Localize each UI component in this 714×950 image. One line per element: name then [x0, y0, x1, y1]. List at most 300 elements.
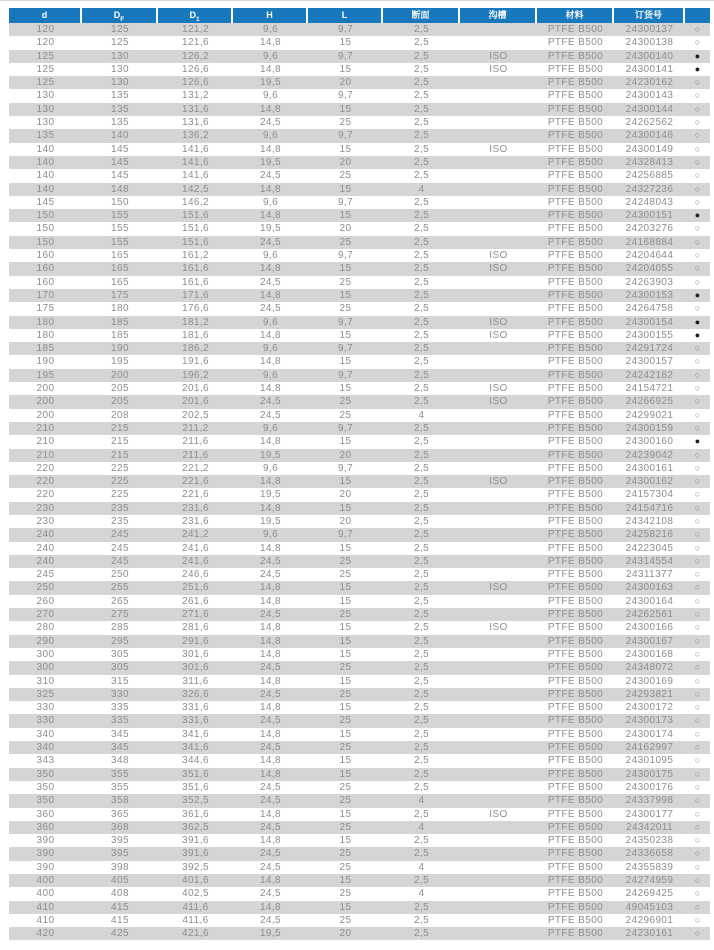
cell-h: 14,8: [233, 874, 308, 887]
open-circle-icon: ○: [694, 396, 701, 407]
cell-goucao: [460, 409, 537, 422]
cell-d: 190: [9, 355, 82, 368]
cell-d: 210: [9, 435, 82, 448]
cell-h: 9,6: [233, 422, 308, 435]
cell-cailiao: PTFE B500: [537, 409, 614, 422]
filled-circle-icon: ●: [694, 436, 701, 447]
cell-h: 14,8: [233, 754, 308, 767]
cell-d1: 231,6: [158, 502, 233, 515]
cell-d1: 151,6: [158, 236, 233, 249]
table-row: [9, 502, 710, 515]
cell-d: 120: [9, 36, 82, 49]
table-row: [9, 382, 710, 395]
table-row: [9, 156, 710, 169]
cell-df: 135: [82, 89, 158, 102]
table-row: [9, 475, 710, 488]
cell-d: 130: [9, 116, 82, 129]
cell-availability: [685, 169, 710, 182]
cell-h: 14,8: [233, 382, 308, 395]
cell-availability: [685, 648, 710, 661]
table-row: [9, 675, 710, 688]
cell-d1: 331,6: [158, 701, 233, 714]
cell-l: 15: [308, 289, 383, 302]
table-row: [9, 794, 710, 807]
cell-duanmian: 2,5: [383, 688, 460, 701]
cell-l: 15: [308, 768, 383, 781]
cell-goucao: [460, 23, 537, 36]
cell-h: 19,5: [233, 488, 308, 501]
cell-h: 14,8: [233, 901, 308, 914]
cell-d1: 362,5: [158, 821, 233, 834]
cell-d1: 141,6: [158, 143, 233, 156]
cell-duanmian: 2,5: [383, 701, 460, 714]
cell-l: 9,7: [308, 23, 383, 36]
cell-l: 15: [308, 581, 383, 594]
open-circle-icon: ○: [694, 183, 701, 194]
cell-duanmian: 2,5: [383, 355, 460, 368]
cell-dinghuohao: 24300174: [614, 728, 685, 741]
cell-d1: 231,6: [158, 515, 233, 528]
cell-df: 250: [82, 568, 158, 581]
filled-circle-icon: ●: [694, 316, 701, 327]
cell-d1: 281,6: [158, 621, 233, 634]
cell-cailiao: PTFE B500: [537, 635, 614, 648]
cell-cailiao: PTFE B500: [537, 475, 614, 488]
cell-l: 9,7: [308, 369, 383, 382]
cell-dinghuohao: 24300164: [614, 595, 685, 608]
table-row: [9, 422, 710, 435]
cell-duanmian: 2,5: [383, 648, 460, 661]
cell-d: 130: [9, 103, 82, 116]
cell-h: 14,8: [233, 355, 308, 368]
cell-goucao: [460, 555, 537, 568]
cell-l: 25: [308, 302, 383, 315]
filled-circle-icon: ●: [694, 50, 701, 61]
table-row: [9, 874, 710, 887]
cell-goucao: [460, 887, 537, 900]
cell-duanmian: 2,5: [383, 834, 460, 847]
cell-duanmian: 2,5: [383, 36, 460, 49]
open-circle-icon: ○: [694, 409, 701, 420]
cell-l: 15: [308, 143, 383, 156]
cell-df: 125: [82, 23, 158, 36]
cell-duanmian: 2,5: [383, 395, 460, 408]
cell-h: 14,8: [233, 63, 308, 76]
cell-cailiao: PTFE B500: [537, 515, 614, 528]
cell-h: 14,8: [233, 329, 308, 342]
cell-availability: [685, 103, 710, 116]
cell-l: 25: [308, 568, 383, 581]
column-header-duanmian: 断面: [383, 8, 460, 23]
cell-d: 250: [9, 581, 82, 594]
cell-availability: [685, 422, 710, 435]
cell-dinghuohao: 24263903: [614, 276, 685, 289]
cell-duanmian: 4: [383, 409, 460, 422]
cell-duanmian: 4: [383, 794, 460, 807]
cell-d1: 141,6: [158, 156, 233, 169]
cell-d: 170: [9, 289, 82, 302]
cell-goucao: [460, 754, 537, 767]
cell-goucao: [460, 794, 537, 807]
cell-availability: [685, 289, 710, 302]
cell-df: 395: [82, 834, 158, 847]
cell-duanmian: 2,5: [383, 542, 460, 555]
cell-dinghuohao: 24230161: [614, 927, 685, 940]
cell-availability: [685, 382, 710, 395]
cell-d1: 146,2: [158, 196, 233, 209]
cell-d: 160: [9, 249, 82, 262]
cell-l: 15: [308, 595, 383, 608]
table-row: [9, 621, 710, 634]
column-header-availability: [685, 8, 710, 23]
cell-duanmian: 2,5: [383, 50, 460, 63]
cell-df: 355: [82, 768, 158, 781]
cell-cailiao: PTFE B500: [537, 714, 614, 727]
cell-duanmian: 4: [383, 821, 460, 834]
cell-d1: 391,6: [158, 847, 233, 860]
cell-dinghuohao: 24300157: [614, 355, 685, 368]
cell-availability: [685, 342, 710, 355]
cell-cailiao: PTFE B500: [537, 914, 614, 927]
cell-dinghuohao: 24311377: [614, 568, 685, 581]
cell-d1: 201,6: [158, 382, 233, 395]
cell-d1: 351,6: [158, 781, 233, 794]
cell-df: 348: [82, 754, 158, 767]
cell-goucao: [460, 648, 537, 661]
cell-cailiao: PTFE B500: [537, 821, 614, 834]
cell-availability: [685, 821, 710, 834]
cell-df: 398: [82, 861, 158, 874]
cell-d1: 391,6: [158, 834, 233, 847]
cell-d: 150: [9, 209, 82, 222]
cell-goucao: [460, 675, 537, 688]
cell-df: 415: [82, 914, 158, 927]
cell-d1: 202,5: [158, 409, 233, 422]
cell-goucao: ISO: [460, 262, 537, 275]
cell-cailiao: PTFE B500: [537, 542, 614, 555]
cell-d: 150: [9, 236, 82, 249]
cell-d: 220: [9, 462, 82, 475]
cell-goucao: [460, 289, 537, 302]
cell-availability: [685, 36, 710, 49]
cell-goucao: ISO: [460, 63, 537, 76]
cell-h: 14,8: [233, 502, 308, 515]
cell-d1: 351,6: [158, 768, 233, 781]
cell-cailiao: PTFE B500: [537, 861, 614, 874]
open-circle-icon: ○: [694, 542, 701, 553]
cell-d1: 151,6: [158, 222, 233, 235]
cell-d1: 421,6: [158, 927, 233, 940]
cell-duanmian: 4: [383, 887, 460, 900]
open-circle-icon: ○: [694, 476, 701, 487]
cell-d: 410: [9, 901, 82, 914]
cell-d: 200: [9, 382, 82, 395]
cell-cailiao: PTFE B500: [537, 276, 614, 289]
cell-dinghuohao: 24300167: [614, 635, 685, 648]
cell-availability: [685, 462, 710, 475]
cell-cailiao: PTFE B500: [537, 608, 614, 621]
product-spec-table: [9, 8, 710, 940]
table-row: [9, 355, 710, 368]
table-row: [9, 741, 710, 754]
table-row: [9, 462, 710, 475]
cell-cailiao: PTFE B500: [537, 462, 614, 475]
cell-d: 180: [9, 316, 82, 329]
cell-d: 340: [9, 728, 82, 741]
cell-goucao: [460, 355, 537, 368]
cell-l: 15: [308, 728, 383, 741]
cell-h: 24,5: [233, 914, 308, 927]
table-row: [9, 395, 710, 408]
cell-duanmian: 2,5: [383, 249, 460, 262]
cell-h: 14,8: [233, 143, 308, 156]
cell-goucao: [460, 196, 537, 209]
cell-goucao: [460, 568, 537, 581]
table-row: [9, 342, 710, 355]
cell-d: 160: [9, 276, 82, 289]
cell-goucao: [460, 515, 537, 528]
cell-d1: 411,6: [158, 914, 233, 927]
cell-d1: 191,6: [158, 355, 233, 368]
header-row: [9, 8, 710, 23]
cell-duanmian: 2,5: [383, 555, 460, 568]
cell-goucao: [460, 701, 537, 714]
cell-cailiao: PTFE B500: [537, 76, 614, 89]
cell-d: 280: [9, 621, 82, 634]
cell-goucao: ISO: [460, 50, 537, 63]
cell-dinghuohao: 24337998: [614, 794, 685, 807]
table-row: [9, 901, 710, 914]
cell-duanmian: 2,5: [383, 156, 460, 169]
cell-l: 9,7: [308, 528, 383, 541]
cell-df: 208: [82, 409, 158, 422]
cell-h: 14,8: [233, 262, 308, 275]
cell-goucao: [460, 488, 537, 501]
open-circle-icon: ○: [694, 236, 701, 247]
cell-duanmian: 2,5: [383, 369, 460, 382]
cell-d: 230: [9, 515, 82, 528]
cell-d: 240: [9, 542, 82, 555]
table-header: [9, 8, 710, 23]
cell-l: 20: [308, 515, 383, 528]
open-circle-icon: ○: [694, 369, 701, 380]
cell-l: 20: [308, 488, 383, 501]
table-row: [9, 661, 710, 674]
cell-d: 125: [9, 76, 82, 89]
cell-goucao: [460, 528, 537, 541]
open-circle-icon: ○: [694, 555, 701, 566]
table-row: [9, 555, 710, 568]
cell-cailiao: PTFE B500: [537, 754, 614, 767]
cell-availability: [685, 475, 710, 488]
open-circle-icon: ○: [694, 24, 701, 34]
open-circle-icon: ○: [694, 90, 701, 101]
cell-availability: [685, 435, 710, 448]
cell-cailiao: PTFE B500: [537, 621, 614, 634]
cell-duanmian: 2,5: [383, 768, 460, 781]
cell-dinghuohao: 24300143: [614, 89, 685, 102]
cell-h: 24,5: [233, 794, 308, 807]
cell-dinghuohao: 24162997: [614, 741, 685, 754]
open-circle-icon: ○: [694, 648, 701, 659]
cell-availability: [685, 156, 710, 169]
open-circle-icon: ○: [694, 702, 701, 713]
cell-d: 160: [9, 262, 82, 275]
filled-circle-icon: ●: [694, 289, 701, 300]
table-row: [9, 222, 710, 235]
cell-d1: 251,6: [158, 581, 233, 594]
cell-d1: 331,6: [158, 714, 233, 727]
open-circle-icon: ○: [694, 622, 701, 633]
cell-duanmian: 2,5: [383, 675, 460, 688]
filled-circle-icon: ●: [694, 63, 701, 74]
cell-duanmian: 2,5: [383, 116, 460, 129]
cell-h: 14,8: [233, 808, 308, 821]
cell-goucao: ISO: [460, 808, 537, 821]
open-circle-icon: ○: [694, 821, 701, 832]
cell-h: 24,5: [233, 608, 308, 621]
open-circle-icon: ○: [694, 781, 701, 792]
cell-h: 24,5: [233, 236, 308, 249]
cell-df: 368: [82, 821, 158, 834]
cell-l: 25: [308, 395, 383, 408]
table-row: [9, 236, 710, 249]
cell-dinghuohao: 24300168: [614, 648, 685, 661]
cell-availability: [685, 302, 710, 315]
cell-l: 15: [308, 901, 383, 914]
cell-d1: 161,2: [158, 249, 233, 262]
cell-availability: [685, 608, 710, 621]
table-row: [9, 302, 710, 315]
cell-goucao: [460, 768, 537, 781]
open-circle-icon: ○: [694, 888, 701, 899]
cell-l: 25: [308, 741, 383, 754]
cell-h: 19,5: [233, 515, 308, 528]
cell-d: 260: [9, 595, 82, 608]
cell-dinghuohao: 24168884: [614, 236, 685, 249]
cell-availability: [685, 781, 710, 794]
cell-cailiao: PTFE B500: [537, 502, 614, 515]
cell-h: 14,8: [233, 595, 308, 608]
cell-d1: 344,6: [158, 754, 233, 767]
cell-h: 9,6: [233, 316, 308, 329]
cell-l: 15: [308, 542, 383, 555]
cell-df: 155: [82, 236, 158, 249]
cell-dinghuohao: 49045103: [614, 901, 685, 914]
cell-l: 20: [308, 76, 383, 89]
cell-duanmian: 4: [383, 183, 460, 196]
open-circle-icon: ○: [694, 728, 701, 739]
cell-df: 305: [82, 661, 158, 674]
cell-duanmian: 2,5: [383, 169, 460, 182]
cell-cailiao: PTFE B500: [537, 581, 614, 594]
cell-d: 220: [9, 488, 82, 501]
cell-d: 195: [9, 369, 82, 382]
cell-availability: [685, 861, 710, 874]
cell-d: 360: [9, 808, 82, 821]
cell-duanmian: 2,5: [383, 382, 460, 395]
cell-l: 25: [308, 661, 383, 674]
open-circle-icon: ○: [694, 928, 701, 939]
cell-l: 25: [308, 116, 383, 129]
cell-availability: [685, 754, 710, 767]
cell-d1: 126,2: [158, 50, 233, 63]
cell-d1: 411,6: [158, 901, 233, 914]
cell-cailiao: PTFE B500: [537, 847, 614, 860]
cell-d: 200: [9, 395, 82, 408]
cell-d: 175: [9, 302, 82, 315]
cell-h: 9,6: [233, 462, 308, 475]
cell-availability: [685, 661, 710, 674]
cell-cailiao: PTFE B500: [537, 887, 614, 900]
cell-h: 24,5: [233, 568, 308, 581]
cell-goucao: [460, 236, 537, 249]
cell-d1: 186,2: [158, 342, 233, 355]
cell-availability: [685, 236, 710, 249]
open-circle-icon: ○: [694, 835, 701, 846]
cell-df: 185: [82, 329, 158, 342]
cell-duanmian: 2,5: [383, 914, 460, 927]
cell-h: 24,5: [233, 116, 308, 129]
cell-h: 14,8: [233, 542, 308, 555]
cell-duanmian: 2,5: [383, 143, 460, 156]
cell-d: 290: [9, 635, 82, 648]
cell-cailiao: PTFE B500: [537, 449, 614, 462]
cell-h: 24,5: [233, 555, 308, 568]
cell-d1: 241,6: [158, 542, 233, 555]
cell-df: 215: [82, 435, 158, 448]
cell-duanmian: 2,5: [383, 502, 460, 515]
cell-h: 9,6: [233, 369, 308, 382]
cell-df: 255: [82, 581, 158, 594]
cell-d1: 341,6: [158, 741, 233, 754]
cell-goucao: [460, 661, 537, 674]
cell-goucao: [460, 874, 537, 887]
cell-h: 19,5: [233, 156, 308, 169]
cell-availability: [685, 542, 710, 555]
cell-l: 15: [308, 475, 383, 488]
cell-d1: 141,6: [158, 169, 233, 182]
cell-goucao: [460, 169, 537, 182]
open-circle-icon: ○: [694, 582, 701, 593]
cell-dinghuohao: 24154721: [614, 382, 685, 395]
table-row: [9, 834, 710, 847]
cell-d: 150: [9, 222, 82, 235]
cell-duanmian: 2,5: [383, 515, 460, 528]
cell-df: 235: [82, 515, 158, 528]
cell-duanmian: 2,5: [383, 76, 460, 89]
cell-d: 390: [9, 861, 82, 874]
cell-cailiao: PTFE B500: [537, 768, 614, 781]
cell-cailiao: PTFE B500: [537, 422, 614, 435]
cell-d1: 142,5: [158, 183, 233, 196]
cell-availability: [685, 675, 710, 688]
cell-df: 140: [82, 129, 158, 142]
cell-availability: [685, 449, 710, 462]
cell-cailiao: PTFE B500: [537, 675, 614, 688]
column-header-goucao: 沟槽: [460, 8, 537, 23]
cell-l: 25: [308, 914, 383, 927]
cell-l: 20: [308, 222, 383, 235]
cell-availability: [685, 515, 710, 528]
cell-cailiao: PTFE B500: [537, 23, 614, 36]
cell-duanmian: 2,5: [383, 754, 460, 767]
cell-cailiao: PTFE B500: [537, 395, 614, 408]
cell-availability: [685, 728, 710, 741]
cell-dinghuohao: 24300173: [614, 714, 685, 727]
cell-availability: [685, 635, 710, 648]
cell-cailiao: PTFE B500: [537, 183, 614, 196]
